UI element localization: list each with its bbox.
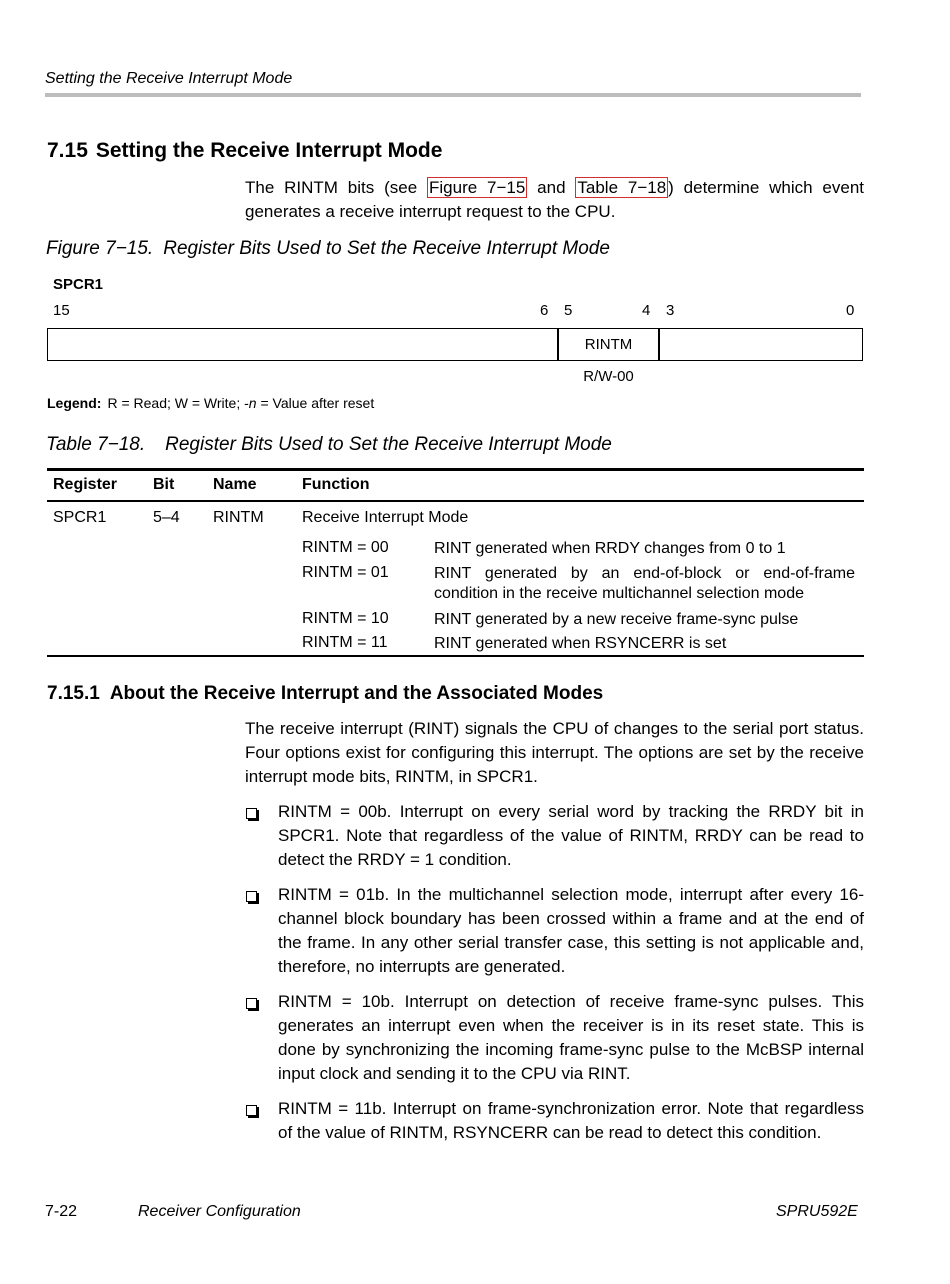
table-header-function: Function <box>302 476 370 493</box>
register-diagram <box>47 328 863 361</box>
bullet-icon <box>246 808 257 819</box>
table-caption <box>46 434 612 456</box>
figure-caption <box>46 238 610 260</box>
table-header-bit: Bit <box>153 476 175 493</box>
bit-label-6: 6 <box>540 302 549 319</box>
subsection-heading <box>47 683 603 705</box>
table-cell-bit: 5–4 <box>153 509 180 526</box>
table-cell-name: RINTM <box>213 509 264 526</box>
table-header-rule <box>47 500 864 502</box>
register-name: SPCR1 <box>53 276 104 293</box>
figure-legend <box>47 395 374 411</box>
table-value-desc-11: RINT generated when RSYNCERR is set <box>434 635 727 652</box>
subsection-paragraph: The receive interrupt (RINT) signals the CPU of changes to the serial port status. Four options exist for configuring this interrupt. The options are set by the receive interrupt mode bits, RINTM, in SPCR1. <box>245 719 864 786</box>
table-cell-register: SPCR1 <box>53 509 107 526</box>
bullet-icon <box>246 891 257 902</box>
bullet-item-rintm-10: RINTM = 10b. Interrupt on detection of receive frame-sync pulses. This generates an interrupt even when the receiver is in its reset state. This is done by synchronizing the incoming frame-sync pulse to the McBSP internal input clock and sending it to the CPU via RINT. <box>278 992 864 1083</box>
table-value-cond-11: RINTM = 11 <box>302 634 388 651</box>
intro-text-post: ) determine which event generates a receive interrupt request to the CPU. <box>245 178 865 221</box>
bullet-item-rintm-01: RINTM = 01b. In the multichannel selection mode, interrupt after every 16-channel block boundary has been crossed within a frame and at the end of the frame. In any other serial transfer case, this setting is not applicable and, therefore, no interrupts are generated. <box>278 885 864 976</box>
figure-label: Figure 7−15. <box>46 238 154 259</box>
table-top-rule <box>47 468 864 471</box>
bullet-item-rintm-00: RINTM = 00b. Interrupt on every serial word by tracking the RRDY bit in SPCR1. Note that regardless of the value of RINTM, RRDY can be read to detect the RRDY = 1 condition. <box>278 802 864 869</box>
section-number: 7.15 <box>47 139 88 162</box>
footer-chapter-title: Receiver Configuration <box>138 1203 301 1220</box>
legend-text-n: n <box>248 395 257 411</box>
table-value-cond-01: RINTM = 01 <box>302 564 389 581</box>
subsection-title: About the Receive Interrupt and the Associated Modes <box>109 683 604 704</box>
table-header-register: Register <box>53 476 118 493</box>
intro-text-mid: and <box>527 178 576 197</box>
bullet-item-rintm-11: RINTM = 11b. Interrupt on frame-synchronization error. Note that regardless of the value of RINTM, RSYNCERR can be read to detect this condition. <box>278 1099 864 1142</box>
subsection-number: 7.15.1 <box>47 683 100 704</box>
figure-link[interactable]: Figure 7−15 <box>429 178 526 197</box>
table-cell-function: Receive Interrupt Mode <box>302 509 469 526</box>
footer-document-id: SPRU592E <box>776 1203 858 1220</box>
intro-text-pre: The RINTM bits (see <box>245 178 428 197</box>
table-header-name: Name <box>213 476 257 493</box>
table-value-desc-01: RINT generated by an end-of-block or end-of-frame condition in the receive multichannel selection mode <box>434 565 855 602</box>
bit-label-15: 15 <box>53 302 70 319</box>
table-value-desc-10: RINT generated by a new receive frame-sync pulse <box>434 611 799 628</box>
table-value-cond-00: RINTM = 00 <box>302 539 389 556</box>
table-bottom-rule <box>47 655 864 657</box>
legend-label: Legend: <box>47 395 102 411</box>
bullet-icon <box>246 998 257 1009</box>
section-heading <box>47 139 442 163</box>
bit-label-5: 5 <box>564 302 573 319</box>
bit-label-0: 0 <box>846 302 855 319</box>
intro-paragraph <box>245 176 864 224</box>
table-title: Register Bits Used to Set the Receive Interrupt Mode <box>165 434 612 455</box>
table-label: Table 7−18. <box>46 434 146 455</box>
bit-label-4: 4 <box>642 302 651 319</box>
table-link[interactable]: Table 7−18 <box>577 178 667 197</box>
footer-page-number: 7-22 <box>45 1203 78 1220</box>
table-value-desc-00: RINT generated when RRDY changes from 0 to 1 <box>434 540 786 557</box>
legend-text-a: R = Read; W = Write; - <box>107 395 249 411</box>
bullet-icon <box>246 1105 257 1116</box>
header-rule <box>45 93 861 97</box>
table-value-cond-10: RINTM = 10 <box>302 610 389 627</box>
bit-label-3: 3 <box>666 302 675 319</box>
section-title: Setting the Receive Interrupt Mode <box>95 139 443 162</box>
register-field-access: R/W-00 <box>583 368 634 385</box>
running-header: Setting the Receive Interrupt Mode <box>45 70 293 87</box>
legend-text-b: = Value after reset <box>256 395 375 411</box>
figure-title: Register Bits Used to Set the Receive Interrupt Mode <box>163 238 610 259</box>
register-field-rintm: RINTM <box>584 336 633 353</box>
